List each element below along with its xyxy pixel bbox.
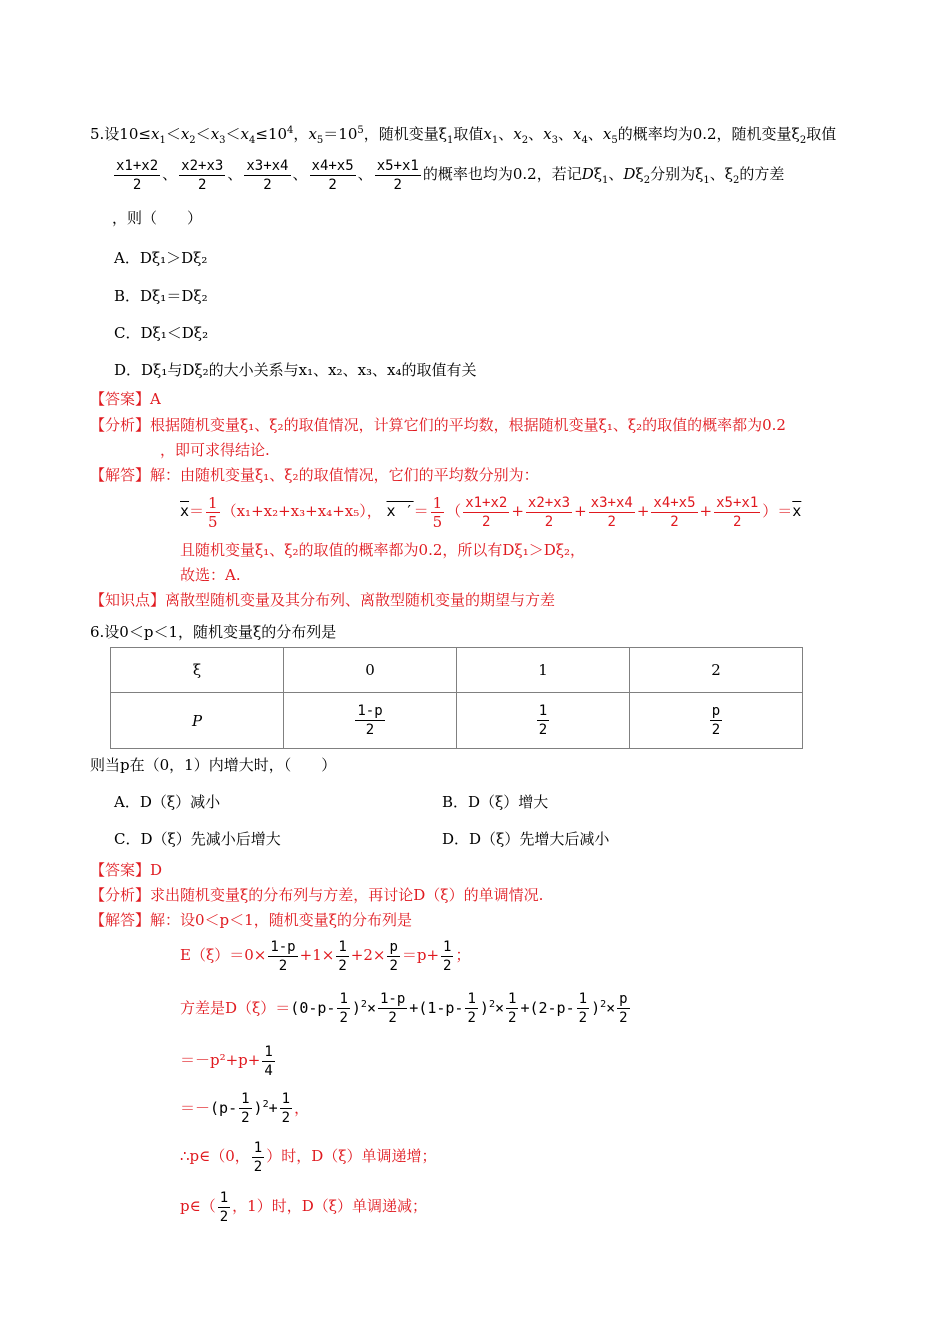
q6-expectation: E（ξ）＝0× $\frac{1-p}{2}$ +1× $\frac{1}{2}$ +2× $\frac{p}{2}$ ＝p+ $\frac{1}{2}$ ； (180, 938, 471, 974)
fraction: $\frac{x2+x3}{2}$ (181, 157, 224, 193)
q5-knowledge-point: 【知识点】离散型随机变量及其分布列、离散型随机变量的期望与方差 (90, 591, 556, 609)
table-cell: 1 (457, 648, 630, 693)
table-cell: ξ (111, 648, 284, 693)
q5-solution-line3: 且随机变量ξ₁、ξ₂的取值的概率都为0.2，所以有Dξ₁＞Dξ₂， (180, 541, 586, 559)
fraction: $\frac{1}{5}$ (432, 493, 443, 531)
fraction: $\frac{x5+x1}{2}$ (376, 157, 419, 193)
solution-label: 【解答】 (90, 911, 151, 929)
fraction: $\frac{x3+x4}{2}$ (246, 157, 289, 193)
q5-option-d: D．Dξ₁与Dξ₂的大小关系与x₁、x₂、x₃、x₄的取值有关 (114, 361, 477, 379)
analysis-label: 【分析】 (90, 416, 151, 434)
q5-stem-line3: ，则（ ） (112, 209, 203, 227)
q6-answer (90, 860, 162, 880)
knowledge-label: 【知识点】 (90, 591, 166, 609)
q6-step3: ＝－p²+p+ $\frac{1}{4}$ (180, 1043, 273, 1079)
q5-option-a: A．Dξ₁＞Dξ₂ (114, 249, 208, 267)
q5-analysis-cont: ，即可求得结论. (160, 441, 270, 459)
q5-stem-line1: 5.设$10\le x_1<x_2<x_3<x_4\le 10^4$，$x_5=10^5$，随机变量$\xi_1$取值$x_1$、$x_2$、$x_3$、$x_4$、$x_5$的概率均为0.2，随机变量$\xi_2$取值 (90, 125, 837, 146)
q6-increasing: ∴p∈（0， $\frac{1}{2}$ ）时，D（ξ）单调递增； (180, 1139, 437, 1175)
fraction: $\frac{x4+x5}{2}$ (311, 157, 354, 193)
fraction: $\frac{x1+x2}{2}$ (116, 157, 159, 193)
table-cell: P (111, 693, 284, 749)
q6-solution: 【解答】解：设0＜p＜1，随机变量ξ的分布列是 (90, 911, 412, 929)
table-row (111, 693, 803, 749)
table-row (111, 648, 803, 693)
table-cell: $\frac{1}{2}$ (457, 693, 630, 749)
q5-answer (90, 389, 161, 409)
q6-variance: 方差是D（ξ）＝(0-p- $\frac{1}{2}$ )$^2$× $\frac{1-p}{2}$ +(1-p- $\frac{1}{2}$ )$^2$× $\frac{1}{2}$ +(2-p- $\frac{1}{2}$ )$^2$× $\frac{p}{2}$ (180, 991, 628, 1026)
q6-step4: ＝－(p- $\frac{1}{2}$ )$^2$+ $\frac{1}{2}$ ， (180, 1091, 310, 1126)
q5-solution-line4: 故选：A. (180, 566, 241, 584)
table-cell: 0 (284, 648, 457, 693)
table-cell: $\frac{p}{2}$ (630, 693, 803, 749)
answer-label: 【答案】 (90, 390, 151, 408)
answer-label: 【答案】 (90, 861, 151, 879)
q6-stem: 6.设0＜p＜1，随机变量ξ的分布列是 (90, 623, 337, 641)
fraction: $\frac{x5+x1}{2}$ (716, 494, 759, 530)
fraction: $\frac{x1+x2}{2}$ (465, 494, 508, 530)
q5-solution-means: $\overline{x}=$ $\frac{1}{5}$ （x₁+x₂+x₃+x₄+x₅）， x ′＝ $\frac{1}{5}$ （ $\frac{x1+x2}{2}$ + $\frac{x2+x3}{2}$ + $\frac{x3+x4}{2}$ + $\frac{x4+x5}{2}$ + $\frac{x5+x1}{2}$ ）$=\overline{x}$ (180, 493, 802, 531)
q5-option-b: B．Dξ₁＝Dξ₂ (114, 287, 208, 305)
table-cell: $\frac{1-p}{2}$ (284, 693, 457, 749)
fraction: $\frac{x4+x5}{2}$ (653, 494, 696, 530)
q5-analysis: 【分析】根据随机变量ξ₁、ξ₂的取值情况，计算它们的平均数，根据随机变量ξ₁、ξ₂的取值的概率都为0.2 (90, 416, 786, 434)
q6-decreasing: p∈（ $\frac{1}{2}$ ，1）时，D（ξ）单调递减； (180, 1189, 427, 1225)
answer-value: D (150, 861, 163, 879)
q6-option-d: D．D（ξ）先增大后减小 (442, 830, 610, 848)
q6-analysis: 【分析】求出随机变量ξ的分布列与方差，再讨论D（ξ）的单调情况. (90, 886, 544, 904)
q6-question: 则当p在（0，1）内增大时，（ ） (90, 756, 337, 774)
answer-value: A (150, 390, 161, 408)
q5-solution: 【解答】解：由随机变量ξ₁、ξ₂的取值情况，它们的平均数分别为： (90, 466, 539, 484)
q5-option-c: C．Dξ₁＜Dξ₂ (114, 324, 209, 342)
fraction: $\frac{x3+x4}{2}$ (590, 494, 633, 530)
q6-option-c: C．D（ξ）先减小后增大 (114, 830, 281, 848)
q6-option-a: A．D（ξ）减小 (114, 793, 221, 811)
table-cell: 2 (630, 648, 803, 693)
q6-option-b: B．D（ξ）增大 (442, 793, 549, 811)
fraction: $\frac{x2+x3}{2}$ (527, 494, 571, 530)
solution-label: 【解答】 (90, 466, 151, 484)
q5-stem-line2: $\frac{x1+x2}{2}$ 、 $\frac{x2+x3}{2}$ 、 $\frac{x3+x4}{2}$ 、 $\frac{x4+x5}{2}$ 、 $\frac{x5+x1}{2}$ 的概率也均为0.2，若记$D\xi_1$、$D\xi_2$分别为$\xi_1$、$\xi_2$的方差 (116, 157, 785, 193)
analysis-label: 【分析】 (90, 886, 151, 904)
distribution-table (110, 647, 803, 749)
fraction: $\frac{1}{5}$ (208, 493, 218, 531)
